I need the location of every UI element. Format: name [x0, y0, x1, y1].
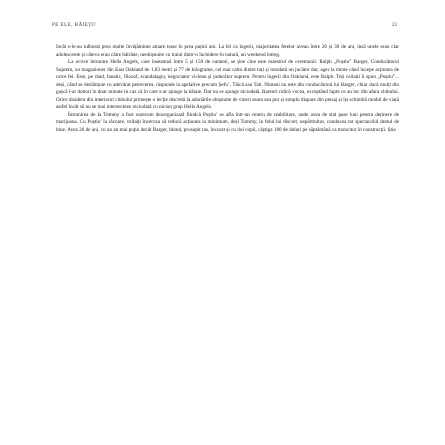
page-body — [56, 44, 399, 134]
page-number: 23 — [392, 23, 397, 28]
paragraph: încât s-le-au tulburat prea multe învățăminte amare trase în prea puțini ani. La fel ca îngerii, majoritatea fetelor aveau între 20 și 30 de ani, însă unele erau clar adolescente și câteva erau către bătrâne, neobișnuite cu traiul dintr-o închidere în natură, un weekend întreg. — [56, 44, 399, 58]
running-head: PE ELE, BĂIEȚI! — [52, 23, 97, 28]
paragraph: La ocrice întrunire Hells Angels, care înseamnă între 5 și 150 de oameni, se ține cine este maestrul de ceremonii: Ralph „Puștiu” Barger, Conducătorul Suprem, un magazioner din East Oakland de 1,83 metri și 77 de kilograme, cel mai calm dintre toți și totodată un jucător dur, ager la minte când începe acțiunea de orice fel. Este, pe rând, fanatic, filozof, scandalagiu, negociator viclean și judecător suprem. Pentru îngerii din Oakland, este Ralph. Toți ceilalți îi spun „Puștiu”... deși, când se dezlănțuie cu adevărat petrecerea, răspunde la apelative precum Șefu’, Tăică sau Tati. Nimeni nu este din conducătorul lui Barger, chiar dacă mulți din gașcă l-ar dobori în doar minute în caz că în care s-ar ajunge la bătaie. Dar nu se ajunge niciodată. Rareori ridică vocea, exceptând lupte ce au loc din afara clubului. Orice disident din interiorul clubului primește o lecție discretă la adunările obișnuite de vineri seara sau pur și simplu dispare din peisaj și își schimbă modul de viață astfel încât să nu se mai intersecteze niciodată cu niciun grup Hells Angels. — [56, 59, 399, 110]
paragraph: Întrunirea de la Tommy a fost oarecum dezorganizată fiindcă Puștiu’ se afla într-un centru de reabilitare, unde avea de stat pase luni pentru deținere de marijuana. Cu Puștiu’ la răcoare, ceilalți încercau să reducă acțiunea la minimum, deși Tommy, în felul lui discret, nepărtinitor, conducea tot spectacolul destul de bine. Avea 26 de ani, cu un an mai puțin decât Barger, blond, prosopit ras, încurat și cu doi copii, câștiga 180 de dolari pe săptămână ca muncitor în construcții. Știa — [56, 111, 399, 133]
page-header — [52, 23, 397, 33]
